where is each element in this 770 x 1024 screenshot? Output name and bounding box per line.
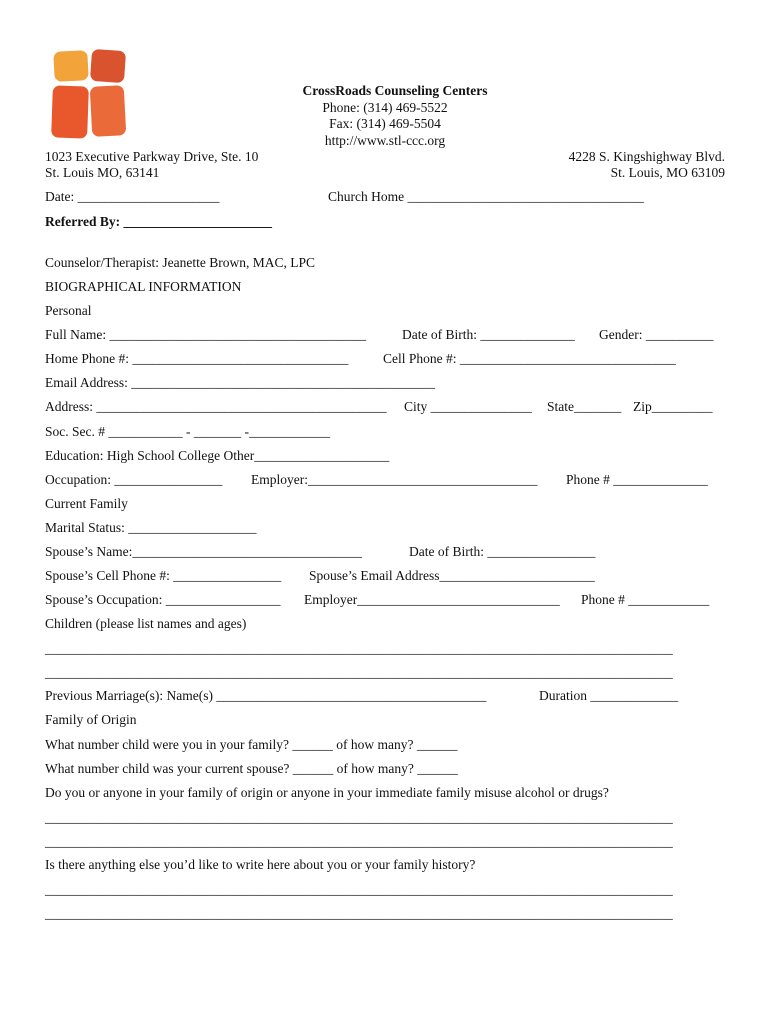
org-name: CrossRoads Counseling Centers: [302, 83, 488, 98]
employer-field[interactable]: Employer:__________________________________: [251, 472, 538, 487]
counselor-name: Counselor/Therapist: Jeanette Brown, MAC, LPC: [45, 255, 315, 270]
spouse-occupation-field[interactable]: Spouse’s Occupation: _________________: [45, 592, 281, 607]
marital-status-field[interactable]: Marital Status: ___________________: [45, 520, 257, 535]
cell-phone-field[interactable]: Cell Phone #: ________________________________: [383, 351, 676, 366]
substance-line-2[interactable]: _____________________________________________________________________________________________: [45, 834, 673, 849]
right-address-line1: 4228 S. Kingshighway Blvd.: [568, 149, 725, 164]
home-phone-field[interactable]: Home Phone #: ________________________________: [45, 351, 349, 366]
left-address-line1: 1023 Executive Parkway Drive, Ste. 10: [45, 149, 259, 164]
address-field[interactable]: Address: ___________________________________________: [45, 399, 387, 414]
anything-else-line-1[interactable]: _____________________________________________________________________________________________: [45, 882, 673, 897]
spouse-phone-field[interactable]: Phone # ____________: [581, 592, 710, 607]
org-website[interactable]: http://www.stl-ccc.org: [324, 133, 446, 148]
substance-line-1[interactable]: _____________________________________________________________________________________________: [45, 810, 673, 825]
spouse-email-field[interactable]: Spouse’s Email Address_______________________: [309, 568, 595, 583]
org-phone: Phone: (314) 469-5522: [322, 100, 448, 115]
current-family-heading: Current Family: [45, 496, 128, 511]
date-of-birth-field[interactable]: Date of Birth: ______________: [402, 327, 575, 342]
logo-square-red: [90, 49, 126, 83]
church-home-field[interactable]: Church Home ___________________________________: [328, 189, 644, 204]
family-of-origin-heading: Family of Origin: [45, 712, 137, 727]
previous-marriages-field[interactable]: Previous Marriage(s): Name(s) ________________________________________: [45, 688, 487, 703]
org-fax: Fax: (314) 469-5504: [329, 116, 441, 131]
occupation-field[interactable]: Occupation: ________________: [45, 472, 223, 487]
number-child-question[interactable]: What number child were you in your family? ______ of how many? ______: [45, 737, 458, 752]
crossroads-logo: [50, 48, 128, 140]
substance-question: Do you or anyone in your family of origin or anyone in your immediate family misuse alcohol or drugs?: [45, 785, 609, 800]
right-address-line2: St. Louis, MO 63109: [610, 165, 725, 180]
occupation-phone-field[interactable]: Phone # ______________: [566, 472, 708, 487]
education-field[interactable]: Education: High School College Other____________________: [45, 448, 390, 463]
soc-sec-field[interactable]: Soc. Sec. # ___________ - _______ -____________: [45, 424, 330, 439]
anything-else-question: Is there anything else you’d like to write here about you or your family history?: [45, 857, 476, 872]
zip-field[interactable]: Zip_________: [633, 399, 713, 414]
spouse-name-field[interactable]: Spouse’s Name:__________________________________: [45, 544, 362, 559]
anything-else-line-2[interactable]: _____________________________________________________________________________________________: [45, 906, 673, 921]
personal-heading: Personal: [45, 303, 92, 318]
date-field[interactable]: Date: _____________________: [45, 189, 220, 204]
city-field[interactable]: City _______________: [404, 399, 532, 414]
state-field[interactable]: State_______: [547, 399, 622, 414]
children-label: Children (please list names and ages): [45, 616, 247, 631]
logo-square-coral: [90, 85, 127, 137]
referred-by-field[interactable]: Referred By: ______________________: [45, 214, 272, 229]
spouse-child-question[interactable]: What number child was your current spouse? ______ of how many? ______: [45, 761, 458, 776]
spouse-dob-field[interactable]: Date of Birth: ________________: [409, 544, 596, 559]
logo-square-orange: [53, 50, 89, 82]
section-title: BIOGRAPHICAL INFORMATION: [45, 279, 242, 294]
children-line-1[interactable]: _____________________________________________________________________________________________: [45, 641, 673, 656]
gender-field[interactable]: Gender: __________: [599, 327, 714, 342]
duration-field[interactable]: Duration _____________: [539, 688, 679, 703]
full-name-field[interactable]: Full Name: ______________________________________: [45, 327, 366, 342]
children-line-2[interactable]: _____________________________________________________________________________________________: [45, 665, 673, 680]
spouse-cell-field[interactable]: Spouse’s Cell Phone #: ________________: [45, 568, 282, 583]
logo-square-orange-red: [51, 85, 89, 138]
left-address-line2: St. Louis MO, 63141: [45, 165, 160, 180]
spouse-employer-field[interactable]: Employer______________________________: [304, 592, 560, 607]
email-field[interactable]: Email Address: _____________________________________________: [45, 375, 435, 390]
